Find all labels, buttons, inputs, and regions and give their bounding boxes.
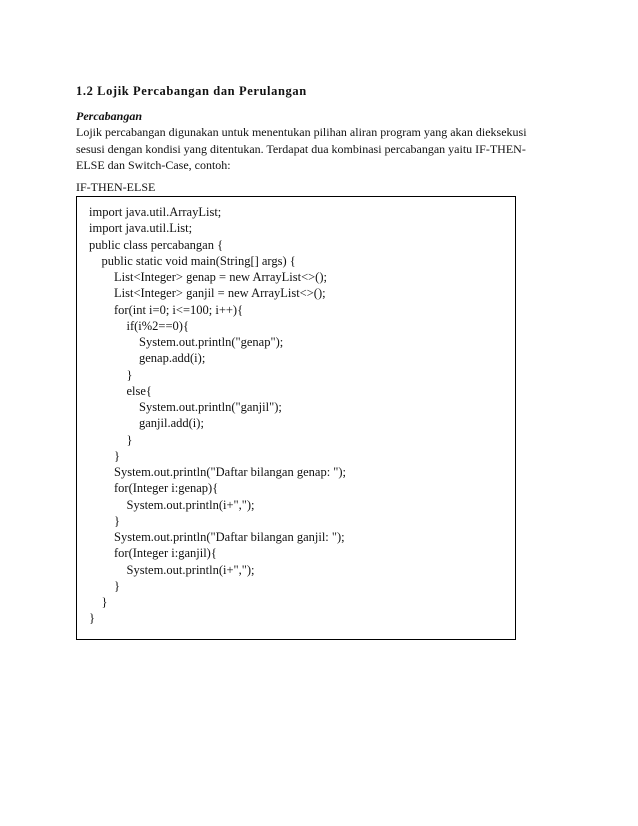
code-line: System.out.println("Daftar bilangan genap: "); <box>89 465 347 479</box>
code-line: } <box>89 513 120 528</box>
code-line: for(int i=0; i<=100; i++){ <box>89 302 244 317</box>
code-line: if(i%2==0){ <box>89 318 189 333</box>
code-line: } <box>89 432 133 447</box>
section-heading: 1.2 Lojik Percabangan dan Perulangan <box>76 84 307 98</box>
code-line: System.out.println(i+","); <box>89 562 255 577</box>
code-line: genap.add(i); <box>89 351 206 366</box>
code-line: } <box>89 595 108 609</box>
paragraph-line: Lojik percabangan digunakan untuk menentukan pilihan aliran program yang akan dieksekusi <box>76 125 527 139</box>
code-line: public static void main(String[] args) { <box>89 253 296 268</box>
code-line: System.out.println("genap"); <box>89 335 284 349</box>
code-line: List<Integer> genap = new ArrayList<>(); <box>89 270 327 284</box>
example-label: IF-THEN-ELSE <box>76 180 156 194</box>
code-line: for(Integer i:ganjil){ <box>89 546 217 561</box>
code-line: } <box>89 578 120 593</box>
code-listing-box <box>76 196 516 640</box>
code-line: } <box>89 448 120 463</box>
code-line: } <box>89 367 133 382</box>
code-line: else{ <box>89 383 152 398</box>
code-line: ganjil.add(i); <box>89 416 204 431</box>
code-line: import java.util.List; <box>89 221 193 236</box>
code-line: System.out.println("ganjil"); <box>89 400 282 414</box>
code-line: import java.util.ArrayList; <box>89 205 222 219</box>
body-paragraph <box>76 124 556 174</box>
code-listing <box>89 204 507 627</box>
paragraph-line: ELSE dan Switch-Case, contoh: <box>76 158 231 172</box>
code-line: List<Integer> ganjil = new ArrayList<>(); <box>89 286 326 301</box>
code-line: for(Integer i:genap){ <box>89 481 219 496</box>
code-line: System.out.println(i+","); <box>89 497 255 512</box>
code-line: public class percabangan { <box>89 237 224 252</box>
subsection-heading: Percabangan <box>76 109 142 123</box>
code-line: System.out.println("Daftar bilangan ganjil: "); <box>89 530 345 544</box>
paragraph-line: sesusi dengan kondisi yang ditentukan. Terdapat dua kombinasi percabangan yaitu IF-THEN- <box>76 141 526 156</box>
code-line: } <box>89 611 95 626</box>
